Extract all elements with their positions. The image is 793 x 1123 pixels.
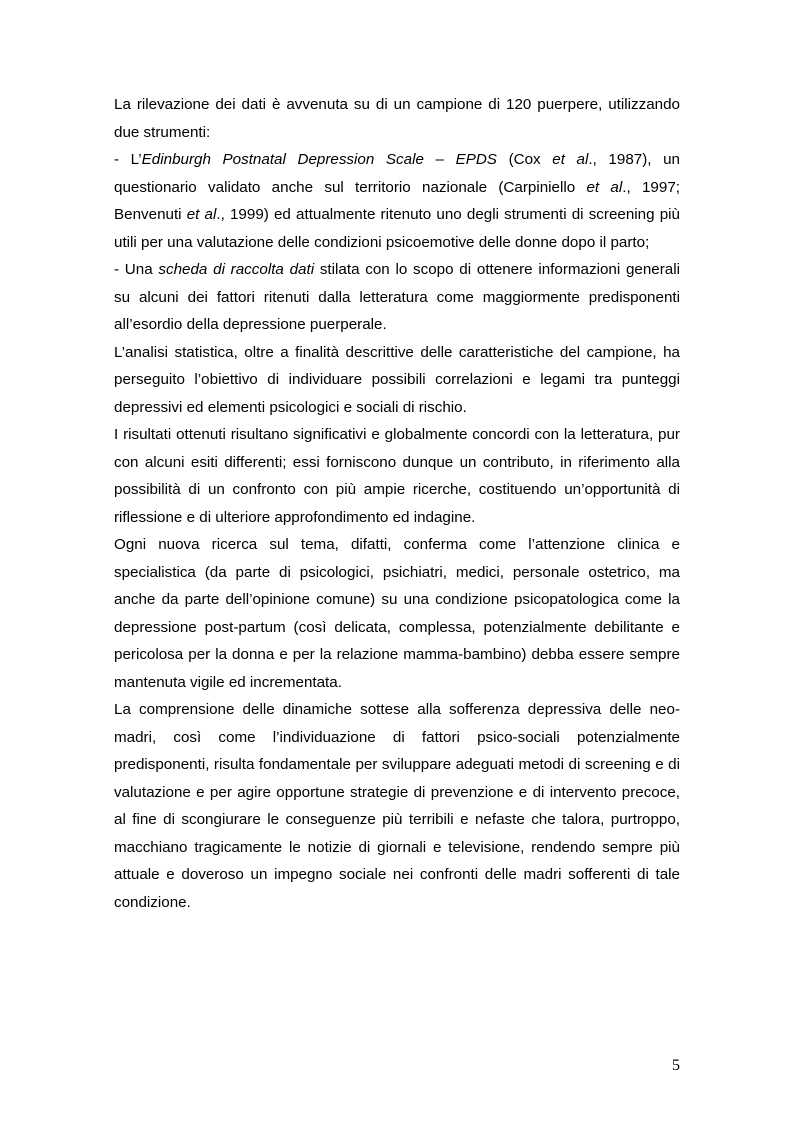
text-run: (Cox (496, 151, 553, 168)
italic-citation: et al (552, 151, 589, 168)
text-run: ., 1999) ed attualmente ritenuto uno degli strumenti di screening più utili per una valutazione delle condizioni psicoemotive delle donne dopo il parto; (114, 206, 680, 251)
paragraph-research: Ogni nuova ricerca sul tema, difatti, conferma come l’attenzione clinica e specialistica (da parte di psicologici, psichiatri, medici, personale ostetrico, ma anche da parte dell’opinione comune) su una condizione psicopatologica come la depressione post-partum (così delicata, complessa, potenzialmente debilitante e pericolosa per la donna e per la relazione mamma-bambino) debba essere sempre mantenuta vigile ed incrementata. (114, 536, 680, 691)
text-run: - L’ (114, 151, 142, 168)
italic-title: Edinburgh Postnatal Depression Scale – EPDS (141, 151, 497, 168)
text-run: ., 1987), un questionario validato anche sul territorio nazionale (Carpiniello (114, 151, 681, 196)
italic-term: scheda di raccolta dati (158, 261, 315, 278)
body-text (114, 91, 680, 916)
paragraph-results: I risultati ottenuti risultano significativi e globalmente concordi con la letteratura, pur con alcuni esiti differenti; essi forniscono dunque un contributo, in riferimento alla possibilità di un confronto con più ampie ricerche, costituendo un’opportunità di riflessione e di ulteriore approfondimento ed indagine. (114, 426, 680, 526)
italic-citation: et al (186, 206, 217, 223)
paragraph-scheda-item (114, 256, 680, 339)
paragraph-sample: La rilevazione dei dati è avvenuta su di un campione di 120 puerpere, utilizzando due strumenti: (114, 96, 680, 141)
text-run: stilata con lo scopo di ottenere informazioni generali su alcuni dei fattori ritenuti dalla letteratura come maggiormente predisponenti all’esordio della depressione puerperale. (114, 261, 680, 333)
page-number: 5 (672, 1057, 680, 1074)
text-run: - Una (114, 261, 159, 278)
paragraph-conclusion: La comprensione delle dinamiche sottese alla sofferenza depressiva delle neo-madri, così come l’individuazione di fattori psico-sociali potenzialmente predisponenti, risulta fondamentale per sviluppare adeguati metodi di screening e di valutazione e per agire opportune strategie di prevenzione e di intervento precoce, al fine di scongiurare le conseguenze più terribili e nefaste che talora, purtroppo, macchiano tragicamente le notizie di giornali e televisione, rendendo sempre più attuale e doveroso un impegno sociale nei confronti delle madri sofferenti di tale condizione. (114, 701, 680, 911)
paragraph-epds-item (114, 146, 680, 256)
italic-citation: et al (586, 178, 623, 196)
paragraph-analysis: L’analisi statistica, oltre a finalità descrittive delle caratteristiche del campione, ha perseguito l’obiettivo di individuare possibili correlazioni e legami tra punteggi depressivi ed elementi psicologici e sociali di rischio. (114, 343, 680, 416)
text-run: ., 1997; Benvenuti (114, 178, 680, 223)
